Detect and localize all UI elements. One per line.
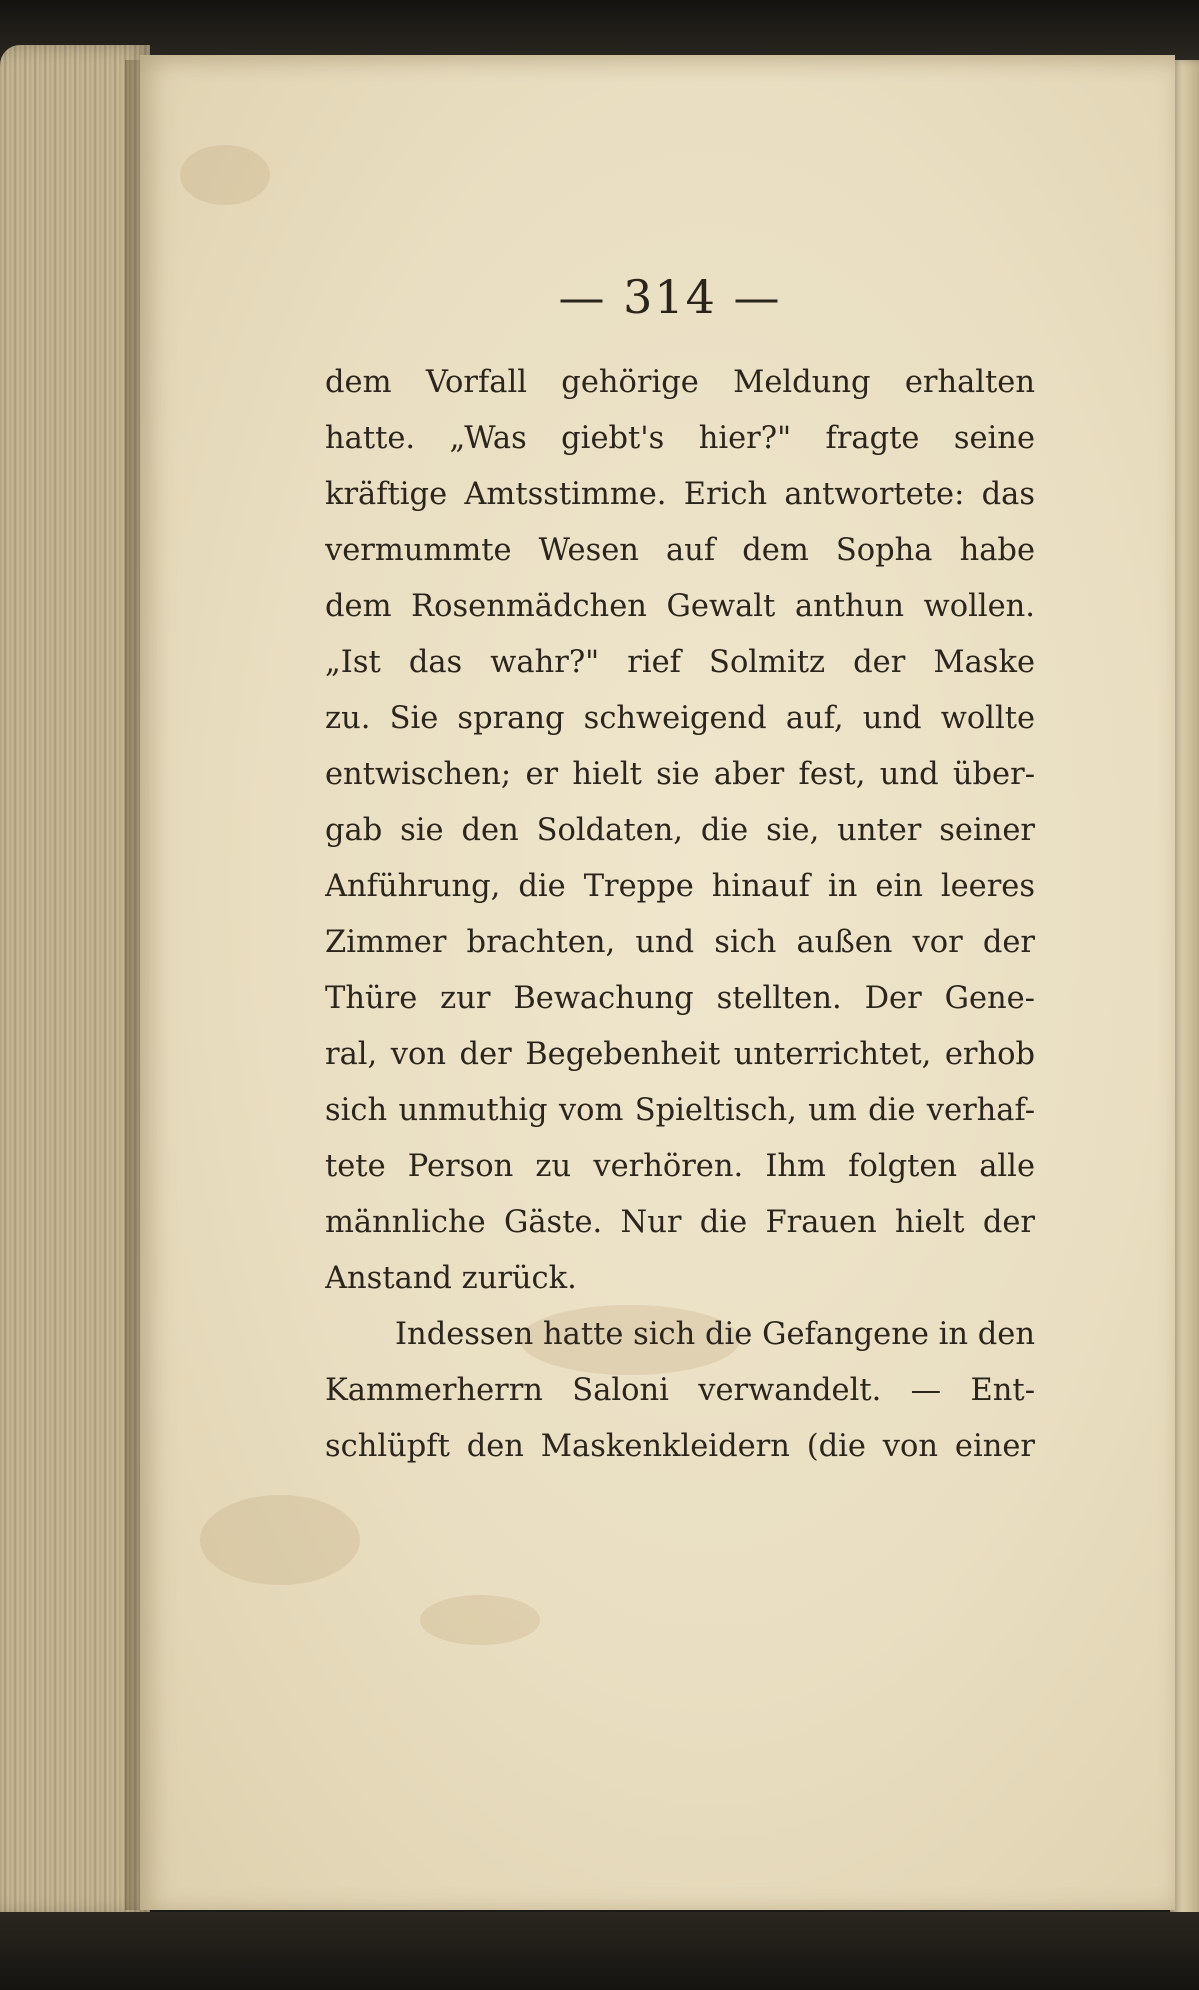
text-line: sich unmuthig vom Spieltisch, um die verhaf-	[325, 1093, 1035, 1128]
page-number: — 314 —	[558, 270, 782, 324]
text-line: Indessen hatte sich die Gefangene in den	[395, 1317, 1035, 1352]
stain	[420, 1595, 540, 1645]
text-line: dem Rosenmädchen Gewalt anthun wollen.	[325, 589, 1035, 624]
stain	[200, 1495, 360, 1585]
text-line: „Ist das wahr?" rief Solmitz der Maske	[325, 645, 1035, 680]
text-line: dem Vorfall gehörige Meldung erhalten	[325, 365, 1035, 400]
text-line: schlüpft den Maskenkleidern (die von einer	[325, 1429, 1035, 1464]
text-line: zu. Sie sprang schweigend auf, und wollte	[325, 701, 1035, 736]
text-line: Zimmer brachten, und sich außen vor der	[325, 925, 1035, 960]
text-line: Anführung, die Treppe hinauf in ein leeres	[325, 869, 1035, 904]
stain	[180, 145, 270, 205]
text-line: hatte. „Was giebt's hier?" fragte seine	[325, 421, 1035, 456]
body-text	[325, 355, 1035, 1475]
text-line: Kammerherrn Saloni verwandelt. — Ent-	[325, 1373, 1035, 1408]
text-line: männliche Gäste. Nur die Frauen hielt der	[325, 1205, 1035, 1240]
book-top-edge	[0, 0, 1199, 60]
text-line: Thüre zur Bewachung stellten. Der Gene-	[325, 981, 1035, 1016]
text-line: tete Person zu verhören. Ihm folgten alle	[325, 1149, 1035, 1184]
text-line: kräftige Amtsstimme. Erich antwortete: das	[325, 477, 1035, 512]
book-bottom-edge	[0, 1912, 1199, 1990]
text-line: Anstand zurück.	[325, 1261, 577, 1296]
text-line: entwischen; er hielt sie aber fest, und über-	[325, 757, 1035, 792]
text-line: vermummte Wesen auf dem Sopha habe	[325, 533, 1035, 568]
text-line: ral, von der Begebenheit unterrichtet, erhob	[325, 1037, 1035, 1072]
text-line: gab sie den Soldaten, die sie, unter seiner	[325, 813, 1035, 848]
